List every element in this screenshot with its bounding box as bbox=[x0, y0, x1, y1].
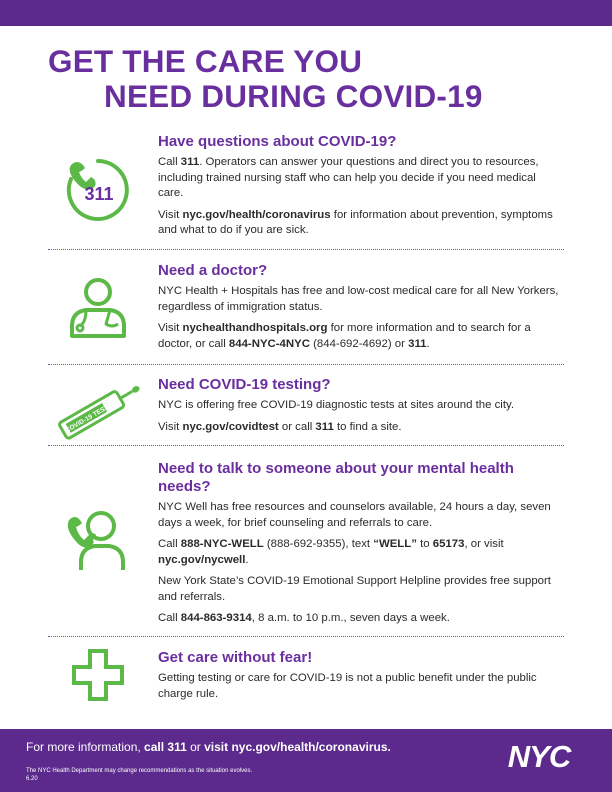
nyc-logo-text: NYC bbox=[507, 741, 571, 771]
counselor-headset-icon bbox=[48, 506, 148, 576]
section-text: NYC Health + Hospitals has free and low-cost medical care for all New Yorkers, regardless of immigration status. bbox=[158, 285, 559, 313]
page-title bbox=[48, 44, 483, 114]
section-testing bbox=[48, 376, 564, 441]
section-heading: Need a doctor? bbox=[158, 262, 268, 279]
section-text: Call 311. Operators can answer your questions and direct you to resources, including trained nursing staff who can help you decide if you need medical care. bbox=[158, 156, 539, 199]
section-questions bbox=[48, 133, 564, 245]
section-heading: Need to talk to someone about your mental health needs? bbox=[158, 460, 514, 495]
section-text: New York State’s COVID-19 Emotional Support Helpline provides free support and referrals. bbox=[158, 575, 551, 603]
section-text: NYC Well has free resources and counselors available, 24 hours a day, seven days a week, for brief counseling and referrals to care. bbox=[158, 501, 551, 529]
test-kit-icon bbox=[48, 370, 148, 440]
footer-note: The NYC Health Department may change recommendations as the situation evolves. 6.20 bbox=[26, 768, 253, 782]
section-text: Visit nyc.gov/covidtest or call 311 to find a site. bbox=[158, 420, 402, 433]
phone-311-icon bbox=[48, 155, 148, 225]
section-mental-health bbox=[48, 460, 564, 630]
divider bbox=[48, 445, 564, 446]
doctor-icon bbox=[48, 274, 148, 342]
section-heading: Have questions about COVID-19? bbox=[158, 133, 397, 150]
section-heading: Get care without fear! bbox=[158, 649, 313, 666]
divider bbox=[48, 636, 564, 637]
section-text: Call 844-863-9314, 8 a.m. to 10 p.m., seven days a week. bbox=[158, 612, 450, 624]
footer-info: For more information, call 311 or visit nyc.gov/health/coronavirus. bbox=[26, 740, 391, 754]
footer bbox=[0, 729, 612, 792]
title-line-1: GET THE CARE YOU bbox=[48, 43, 363, 79]
footer-link[interactable]: visit nyc.gov/health/coronavirus. bbox=[204, 740, 391, 754]
section-doctor bbox=[48, 262, 564, 357]
link-health-coronavirus[interactable]: nyc.gov/health/coronavirus bbox=[182, 208, 331, 221]
divider bbox=[48, 364, 564, 365]
section-text: NYC is offering free COVID-19 diagnostic tests at sites around the city. bbox=[158, 399, 515, 411]
icon-311-label: 311 bbox=[84, 184, 114, 204]
section-heading: Need COVID-19 testing? bbox=[158, 376, 331, 393]
section-without-fear bbox=[48, 649, 564, 709]
top-band bbox=[0, 0, 612, 26]
title-line-2: NEED DURING COVID-19 bbox=[104, 78, 483, 114]
link-covidtest[interactable]: nyc.gov/covidtest bbox=[182, 420, 279, 433]
section-text: Visit nychealthandhospitals.org for more information and to search for a doctor, or call 844-NYC-4NYC (844-692-4692) or 311. bbox=[158, 322, 531, 350]
nyc-logo bbox=[500, 741, 578, 776]
link-nycwell[interactable]: nyc.gov/nycwell bbox=[158, 553, 246, 566]
section-text: Getting testing or care for COVID-19 is not a public benefit under the public charge rule. bbox=[158, 672, 537, 700]
test-kit-label: COVID-19 TEST bbox=[64, 404, 110, 435]
link-nychealthandhospitals[interactable]: nychealthandhospitals.org bbox=[182, 322, 328, 334]
section-text: Call 888-NYC-WELL (888-692-9355), text “WELL” to 65173, or visit nyc.gov/nycwell. bbox=[158, 538, 504, 566]
medical-cross-icon bbox=[48, 647, 148, 703]
section-text: Visit nyc.gov/health/coronavirus for information about prevention, symptoms and what to do if you are sick. bbox=[158, 208, 553, 236]
divider bbox=[48, 249, 564, 250]
